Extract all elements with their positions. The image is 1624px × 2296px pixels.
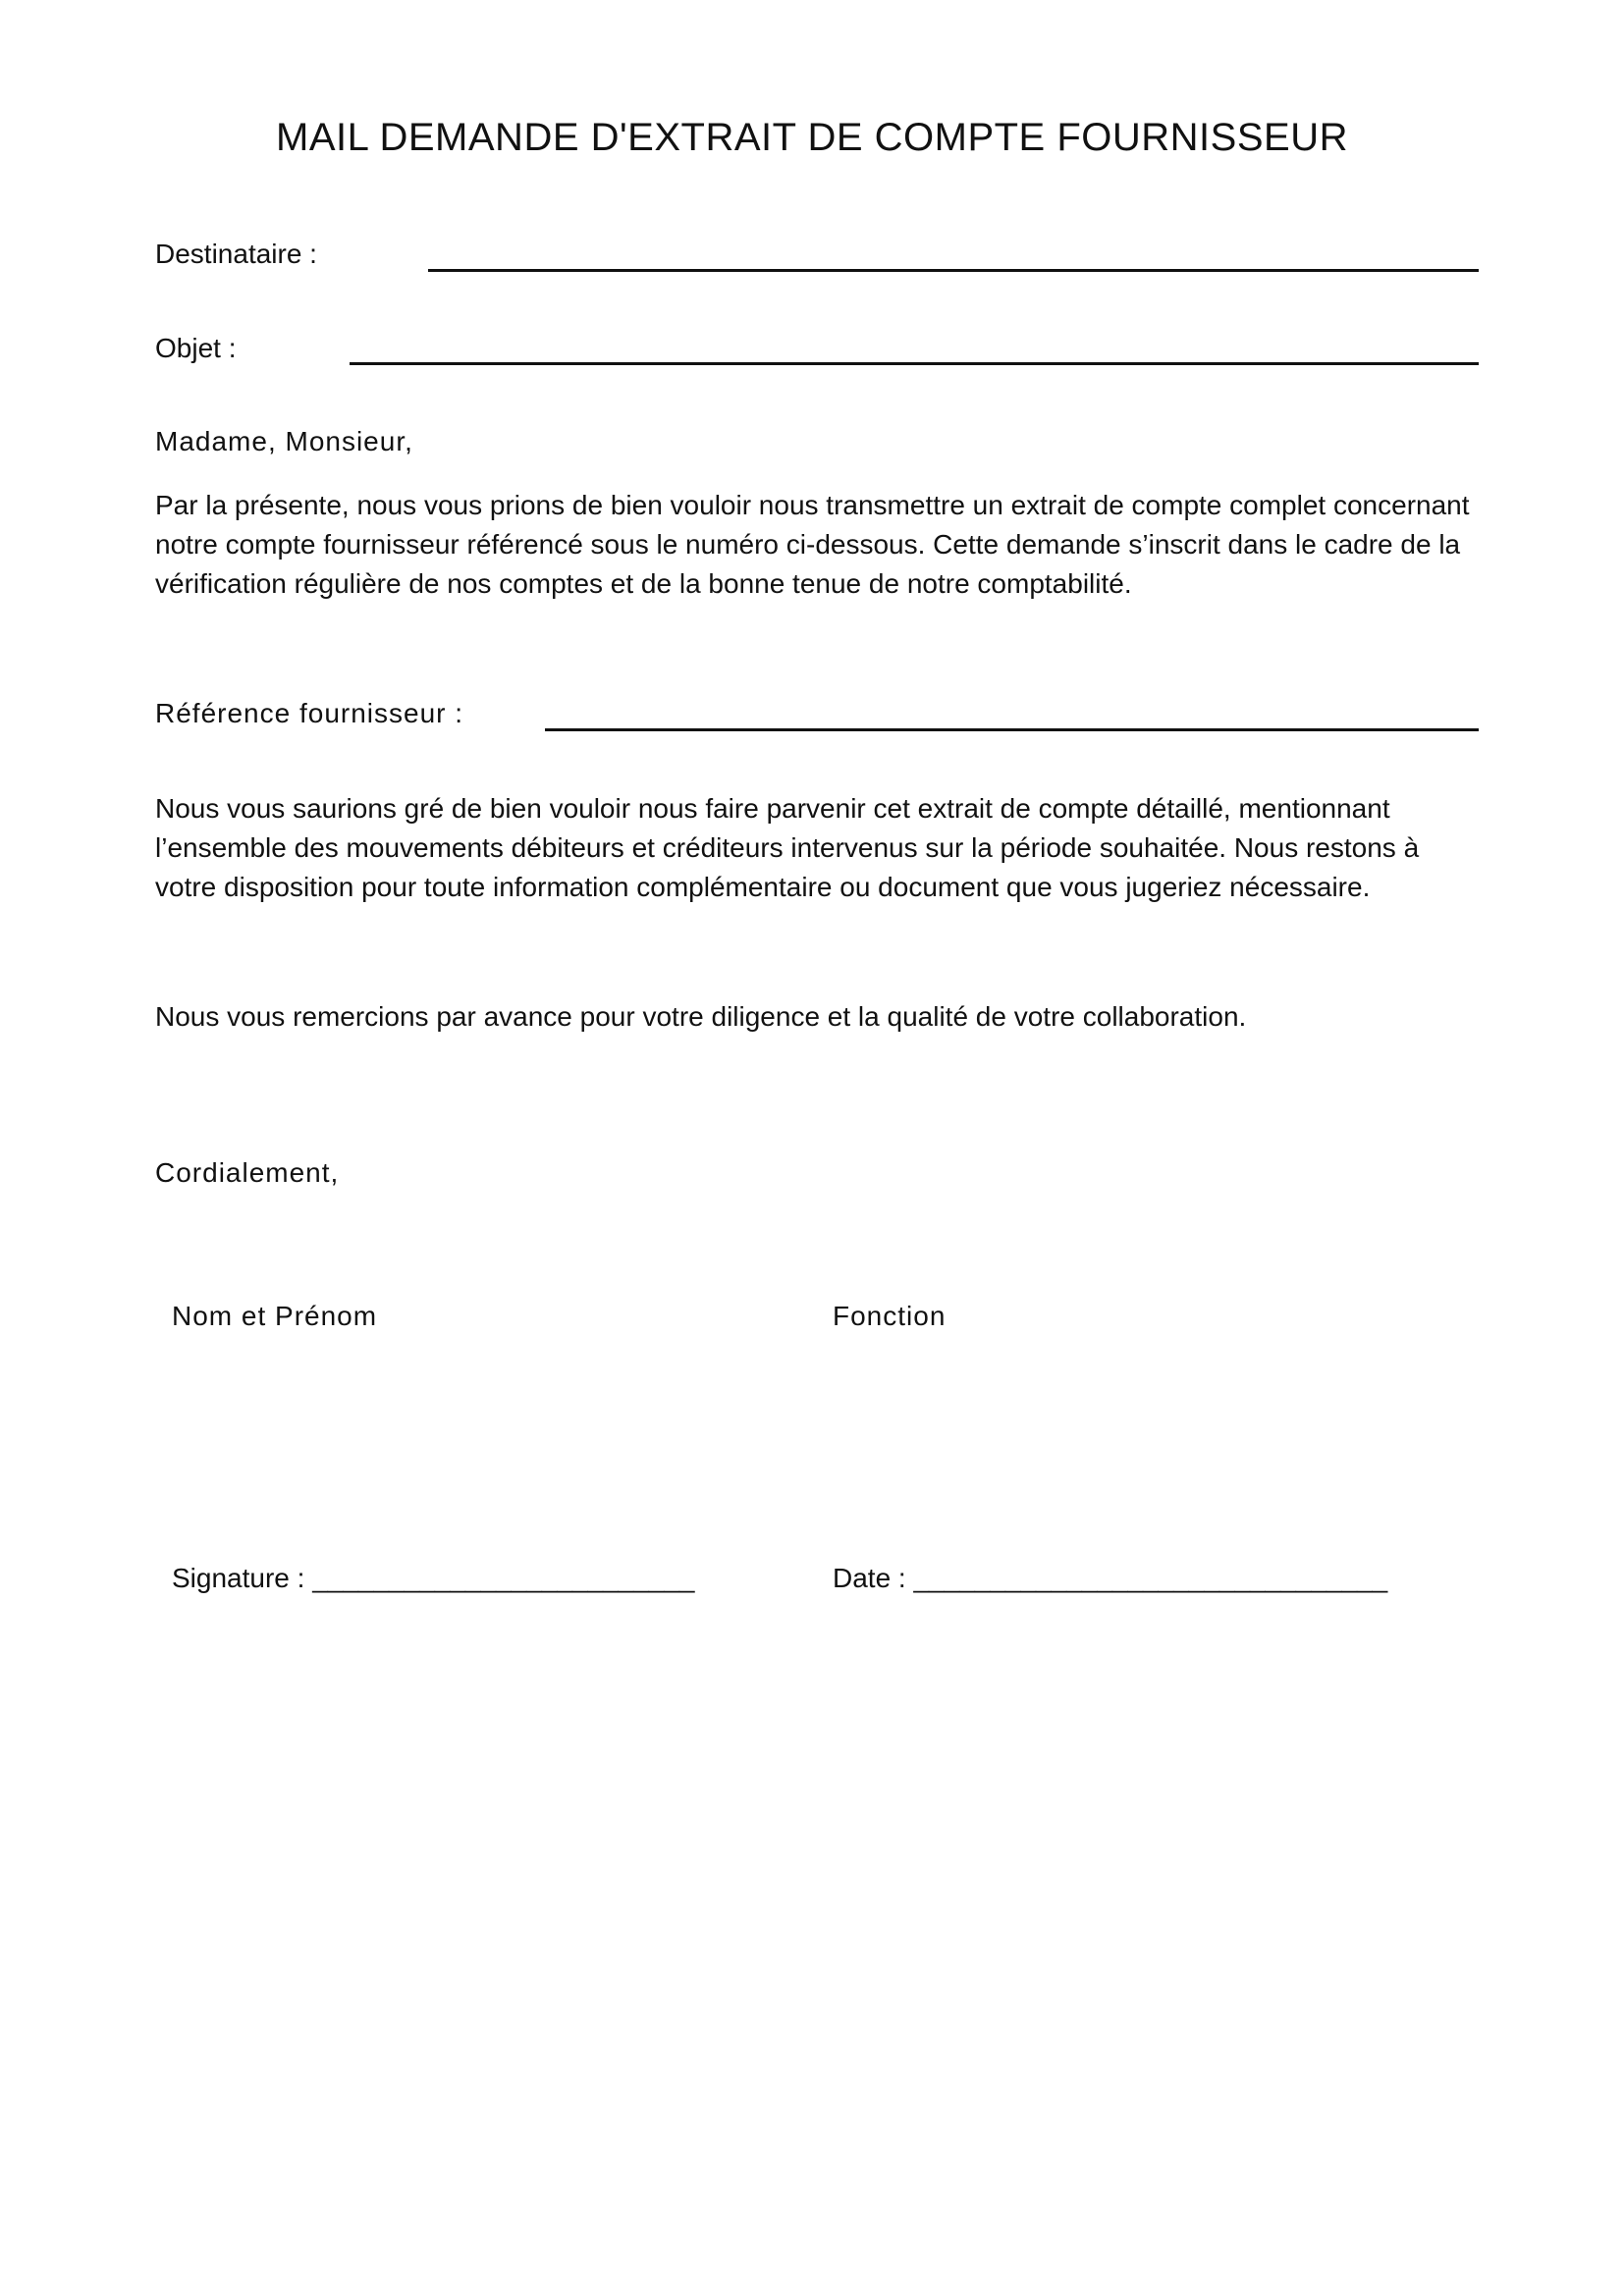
subject-field-line[interactable] — [350, 362, 1479, 365]
closing: Cordialement, — [155, 1157, 340, 1188]
paragraph-line: l’ensemble des mouvements débiteurs et créditeurs intervenus sur la période souhaitée. Nous restons à — [155, 832, 1420, 863]
paragraph-line: Par la présente, nous vous prions de bien vouloir nous transmettre un extrait de compte complet concernant — [155, 490, 1470, 520]
salutation: Madame, Monsieur, — [155, 426, 413, 456]
paragraph-line: votre disposition pour toute information complémentaire ou document que vous jugeriez nécessaire. — [155, 872, 1371, 902]
subject-label: Objet : — [155, 333, 237, 363]
date-field[interactable]: Date : _______________________________ — [833, 1563, 1388, 1593]
recipient-field-line[interactable] — [428, 269, 1479, 272]
paragraph-request — [155, 789, 1490, 907]
document-title: MAIL DEMANDE D'EXTRAIT DE COMPTE FOURNISSEUR — [276, 116, 1348, 159]
paragraph-line: notre compte fournisseur référencé sous le numéro ci-dessous. Cette demande s’inscrit dans le cadre de la — [155, 529, 1461, 560]
supplier-reference-field-line[interactable] — [545, 728, 1479, 731]
function-label: Fonction — [833, 1301, 947, 1331]
paragraph-intro — [155, 486, 1490, 604]
paragraph-line: vérification régulière de nos comptes et de la bonne tenue de notre comptabilité. — [155, 568, 1132, 599]
name-label: Nom et Prénom — [172, 1301, 378, 1331]
thanks-line: Nous vous remercions par avance pour votre diligence et la qualité de votre collaboration. — [155, 1001, 1247, 1032]
supplier-reference-label: Référence fournisseur : — [155, 698, 464, 728]
paragraph-line: Nous vous saurions gré de bien vouloir nous faire parvenir cet extrait de compte détaillé, mentionnant — [155, 793, 1390, 824]
signature-field[interactable]: Signature : _________________________ — [172, 1563, 695, 1593]
recipient-label: Destinataire : — [155, 239, 317, 269]
